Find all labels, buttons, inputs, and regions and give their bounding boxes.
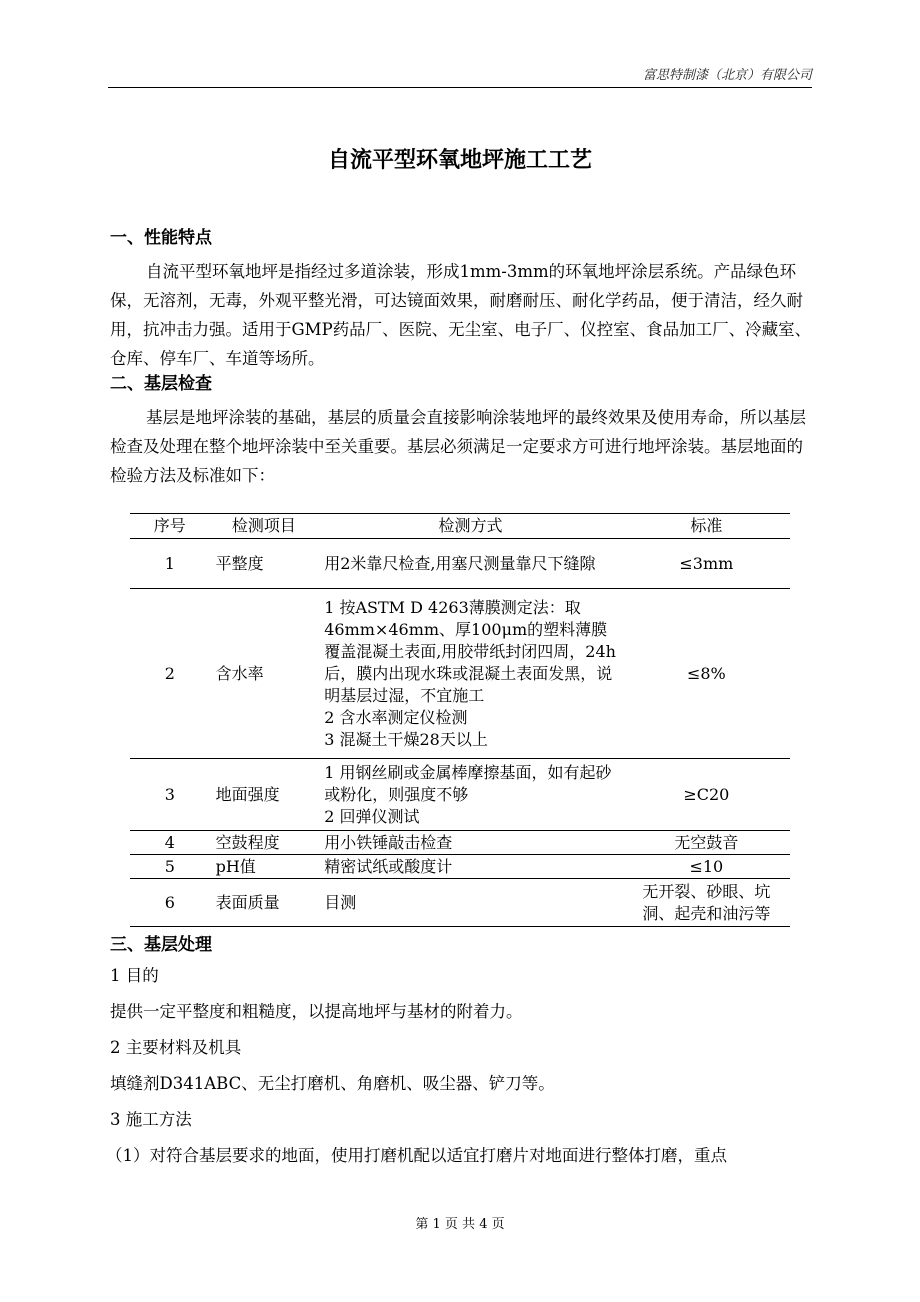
materials-text: 填缝剂D341ABC、无尘打磨机、角磨机、吸尘器、铲刀等。 <box>110 1074 555 1093</box>
section-heading-base-treatment: 三、基层处理 <box>110 935 212 955</box>
method-text: （1）对符合基层要求的地面，使用打磨机配以适宜打磨片对地面进行整体打磨，重点 <box>106 1146 727 1165</box>
cell-no: 2 <box>130 589 210 759</box>
table-row <box>130 589 790 759</box>
cell-standard: 无开裂、砂眼、坑洞、起壳和油污等 <box>623 879 790 927</box>
section-heading-performance: 一、性能特点 <box>110 228 212 248</box>
cell-item: 平整度 <box>210 539 319 589</box>
cell-standard: ≤3mm <box>623 539 790 589</box>
purpose-text: 提供一定平整度和粗糙度，以提高地坪与基材的附着力。 <box>110 1002 523 1021</box>
document-title: 自流平型环氧地坪施工工艺 <box>327 147 592 173</box>
table-row <box>130 879 790 927</box>
table-row <box>130 831 790 855</box>
subheading-materials: 2 主要材料及机具 <box>110 1038 242 1057</box>
table-row <box>130 539 790 589</box>
cell-no: 4 <box>130 831 210 855</box>
section-heading-base-check: 二、基层检查 <box>110 374 212 394</box>
cell-method: 精密试纸或酸度计 <box>318 855 622 879</box>
cell-standard: ≤10 <box>623 855 790 879</box>
cell-no: 5 <box>130 855 210 879</box>
subheading-purpose: 1 目的 <box>110 966 159 985</box>
cell-no: 6 <box>130 879 210 927</box>
header-standard: 标准 <box>623 514 790 539</box>
cell-item: pH值 <box>210 855 319 879</box>
subheading-method: 3 施工方法 <box>110 1110 192 1129</box>
cell-no: 1 <box>130 539 210 589</box>
base-check-paragraph: 基层是地坪涂装的基础，基层的质量会直接影响涂装地坪的最终效果及使用寿命，所以基层检查及处理在整个地坪涂装中至关重要。基层必须满足一定要求方可进行地坪涂装。基层地面的检验方法及标准如下： <box>110 408 806 485</box>
cell-method: 目测 <box>318 879 622 927</box>
cell-method: 用小铁锤敲击检查 <box>318 831 622 855</box>
cell-item: 空鼓程度 <box>210 831 319 855</box>
cell-method: 用2米靠尺检查,用塞尺测量靠尺下缝隙 <box>318 539 622 589</box>
cell-method: 1 用钢丝刷或金属棒摩擦基面，如有起砂或粉化，则强度不够 2 回弹仪测试 <box>318 759 622 831</box>
header-method: 检测方式 <box>318 514 622 539</box>
header-item: 检测项目 <box>210 514 319 539</box>
cell-item: 表面质量 <box>210 879 319 927</box>
cell-method: 1 按ASTM D 4263薄膜测定法：取46mm×46mm、厚100μm的塑料薄膜覆盖混凝土表面,用胶带纸封闭四周，24h后，膜内出现水珠或混凝土表面发黑，说明基层过湿，不宜施工 2 含水率测定仪检测 3 混凝土干燥28天以上 <box>318 589 622 759</box>
page-footer <box>0 1213 920 1232</box>
table-row <box>130 855 790 879</box>
inspection-table <box>130 513 790 927</box>
company-name: 富思特制漆（北京）有限公司 <box>642 68 812 83</box>
cell-standard: ≤8% <box>623 589 790 759</box>
cell-standard: ≥C20 <box>623 759 790 831</box>
cell-item: 地面强度 <box>210 759 319 831</box>
cell-item: 含水率 <box>210 589 319 759</box>
header-no: 序号 <box>130 514 210 539</box>
performance-paragraph: 自流平型环氧地坪是指经过多道涂装，形成1mm-3mm的环氧地坪涂层系统。产品绿色环保，无溶剂，无毒，外观平整光滑，可达镜面效果，耐磨耐压、耐化学药品，便于清洁，经久耐用，抗冲击力强。适用于GMP药品厂、医院、无尘室、电子厂、仪控室、食品加工厂、冷藏室、仓库、停车厂、车道等场所。 <box>110 262 812 368</box>
cell-standard: 无空鼓音 <box>623 831 790 855</box>
table-header-row <box>130 514 790 539</box>
page-number: 第 1 页 共 4 页 <box>415 1217 505 1232</box>
table-row <box>130 759 790 831</box>
page-header <box>108 64 812 88</box>
cell-no: 3 <box>130 759 210 831</box>
